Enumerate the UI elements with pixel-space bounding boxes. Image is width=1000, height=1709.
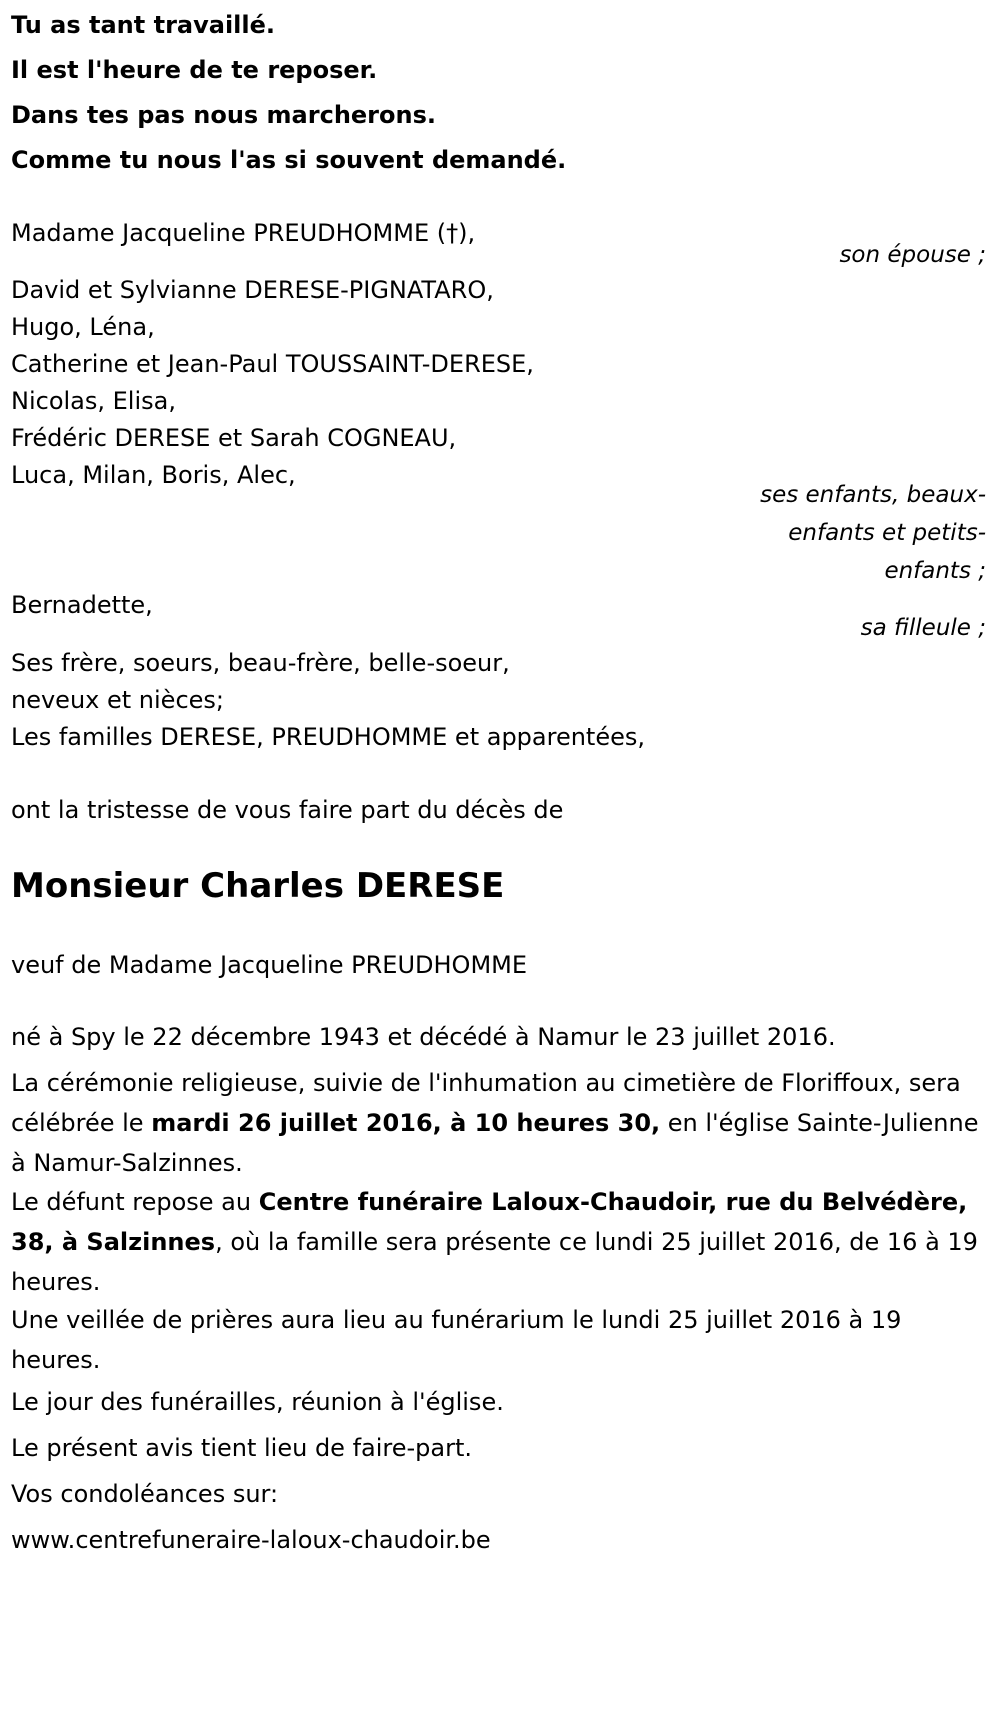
goddaughter-relation-text: sa filleule ; (860, 615, 986, 641)
rest-after: , où la famille sera présente ce lundi 25 juillet 2016, de 16 à 19 heures. (11, 1228, 978, 1296)
children-line-4: Nicolas, Elisa, (11, 387, 176, 415)
poem-line-1: Tu as tant travaillé. (11, 11, 276, 39)
others-line-1: Ses frère, soeurs, beau-frère, belle-soeur, (11, 649, 510, 677)
children-relation (760, 476, 986, 590)
poem-line-3: Dans tes pas nous marcherons. (11, 101, 436, 129)
others-line-2: neveux et nièces; (11, 686, 224, 714)
widower-line: veuf de Madame Jacqueline PREUDHOMME (11, 951, 528, 979)
spouse-relation-text: son épouse ; (839, 242, 986, 268)
children-line-2: Hugo, Léna, (11, 313, 155, 341)
deceased-name: Monsieur Charles DERESE (11, 866, 505, 906)
others-line-3: Les familles DERESE, PREUDHOMME et apparentées, (11, 723, 646, 751)
rest-place: Centre funéraire Laloux-Chaudoir, rue du Belvédère, 38, à Salzinnes (11, 1188, 968, 1256)
vigil-paragraph: Une veillée de prières aura lieu au funérarium le lundi 25 juillet 2016 à 19 heures. (11, 1306, 902, 1374)
ceremony-date: mardi 26 juillet 2016, à 10 heures 30, (151, 1109, 661, 1137)
children-line-3: Catherine et Jean-Paul TOUSSAINT-DERESE, (11, 350, 534, 378)
goddaughter-relation (861, 608, 986, 648)
notice-line: Le présent avis tient lieu de faire-part. (11, 1434, 473, 1462)
poem-line-4: Comme tu nous l'as si souvent demandé. (11, 146, 567, 174)
rest-before: Le défunt repose au (11, 1188, 259, 1216)
ceremony-paragraph (11, 1063, 986, 1183)
ceremony-after: en l'église Sainte-Julienne à Namur-Salzinnes. (11, 1109, 979, 1177)
poem-line-2: Il est l'heure de te reposer. (11, 56, 378, 84)
spouse-relation (839, 235, 986, 275)
ceremony-before: La cérémonie religieuse, suivie de l'inhumation au cimetière de Floriffoux, sera célébrée le (11, 1069, 961, 1137)
goddaughter-name: Bernadette, (11, 591, 153, 619)
children-line-5: Frédéric DERESE et Sarah COGNEAU, (11, 424, 457, 452)
children-relation-line-1: ses enfants, beaux- (760, 482, 986, 508)
funeral-day-line: Le jour des funérailles, réunion à l'église. (11, 1388, 504, 1416)
rest-paragraph (11, 1182, 986, 1302)
birth-death-line: né à Spy le 22 décembre 1943 et décédé à Namur le 23 juillet 2016. (11, 1023, 836, 1051)
children-relation-line-2: enfants et petits- (788, 520, 986, 546)
children-relation-line-3: enfants ; (884, 558, 986, 584)
condolences-label: Vos condoléances sur: (11, 1480, 279, 1508)
website-link[interactable]: www.centrefuneraire-laloux-chaudoir.be (11, 1526, 491, 1554)
announcement: ont la tristesse de vous faire part du décès de (11, 796, 564, 824)
spouse-name: Madame Jacqueline PREUDHOMME (†), (11, 219, 476, 247)
children-line-1: David et Sylvianne DERESE-PIGNATARO, (11, 276, 494, 304)
children-line-6: Luca, Milan, Boris, Alec, (11, 461, 296, 489)
